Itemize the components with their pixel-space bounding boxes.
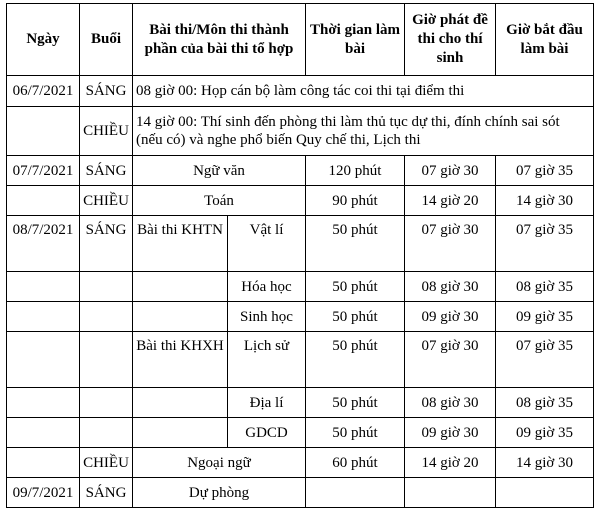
duration-cell: 120 phút bbox=[306, 156, 405, 186]
paper-time-cell: 08 giờ 30 bbox=[405, 272, 496, 302]
paper-time-cell: 07 giờ 30 bbox=[405, 332, 496, 388]
start-time-cell: 14 giờ 30 bbox=[496, 448, 594, 478]
start-time-cell: 08 giờ 35 bbox=[496, 272, 594, 302]
subject-cell: Sinh học bbox=[228, 302, 306, 332]
group-cell: Bài thi KHTN bbox=[133, 216, 228, 272]
duration-cell: 50 phút bbox=[306, 302, 405, 332]
session-cell: CHIỀU bbox=[80, 107, 133, 156]
date-cell bbox=[7, 107, 80, 156]
date-cell bbox=[7, 272, 80, 302]
date-cell: 07/7/2021 bbox=[7, 156, 80, 186]
duration-cell: 50 phút bbox=[306, 272, 405, 302]
date-cell bbox=[7, 388, 80, 418]
start-time-cell: 09 giờ 35 bbox=[496, 302, 594, 332]
paper-time-cell: 09 giờ 30 bbox=[405, 418, 496, 448]
header-subject: Bài thi/Môn thi thành phần của bài thi tổ hợp bbox=[133, 4, 306, 76]
subject-cell: Ngữ văn bbox=[133, 156, 306, 186]
start-time-cell: 07 giờ 35 bbox=[496, 156, 594, 186]
start-time-cell: 07 giờ 35 bbox=[496, 332, 594, 388]
table-row bbox=[7, 186, 594, 216]
session-cell bbox=[80, 302, 133, 332]
exam-schedule-table bbox=[6, 3, 594, 508]
session-cell: SÁNG bbox=[80, 478, 133, 508]
table-row bbox=[7, 156, 594, 186]
header-paper-time: Giờ phát đề thi cho thí sinh bbox=[405, 4, 496, 76]
duration-cell: 90 phút bbox=[306, 186, 405, 216]
paper-time-cell: 14 giờ 20 bbox=[405, 186, 496, 216]
table-row bbox=[7, 478, 594, 508]
header-row bbox=[7, 4, 594, 76]
subject-cell: Toán bbox=[133, 186, 306, 216]
date-cell bbox=[7, 418, 80, 448]
subject-cell: Địa lí bbox=[228, 388, 306, 418]
header-duration: Thời gian làm bài bbox=[306, 4, 405, 76]
subject-cell: Vật lí bbox=[228, 216, 306, 272]
session-cell: SÁNG bbox=[80, 216, 133, 272]
group-cell bbox=[133, 272, 228, 302]
paper-time-cell: 07 giờ 30 bbox=[405, 216, 496, 272]
session-cell bbox=[80, 418, 133, 448]
subject-cell: Ngoại ngữ bbox=[133, 448, 306, 478]
note-cell: 14 giờ 00: Thí sinh đến phòng thi làm thủ tục dự thi, đính chính sai sót (nếu có) và nghe phổ biến Quy chế thi, Lịch thi bbox=[133, 107, 594, 156]
group-cell bbox=[133, 302, 228, 332]
date-cell bbox=[7, 302, 80, 332]
session-cell: CHIỀU bbox=[80, 186, 133, 216]
duration-cell: 50 phút bbox=[306, 418, 405, 448]
table-row bbox=[7, 76, 594, 107]
session-cell: CHIỀU bbox=[80, 448, 133, 478]
header-date: Ngày bbox=[7, 4, 80, 76]
paper-time-cell: 08 giờ 30 bbox=[405, 388, 496, 418]
session-cell: SÁNG bbox=[80, 156, 133, 186]
session-cell bbox=[80, 332, 133, 388]
table-row bbox=[7, 107, 594, 156]
table-row bbox=[7, 448, 594, 478]
table-row bbox=[7, 388, 594, 418]
group-cell: Bài thi KHXH bbox=[133, 332, 228, 388]
header-session: Buổi bbox=[80, 4, 133, 76]
exam-schedule bbox=[6, 3, 594, 508]
table-row bbox=[7, 272, 594, 302]
duration-cell: 50 phút bbox=[306, 216, 405, 272]
subject-cell: Hóa học bbox=[228, 272, 306, 302]
start-time-cell: 09 giờ 35 bbox=[496, 418, 594, 448]
start-time-cell: 07 giờ 35 bbox=[496, 216, 594, 272]
group-cell bbox=[133, 388, 228, 418]
subject-cell: GDCD bbox=[228, 418, 306, 448]
date-cell: 09/7/2021 bbox=[7, 478, 80, 508]
start-time-cell: 08 giờ 35 bbox=[496, 388, 594, 418]
table-row bbox=[7, 302, 594, 332]
start-time-cell bbox=[496, 478, 594, 508]
date-cell bbox=[7, 332, 80, 388]
duration-cell: 60 phút bbox=[306, 448, 405, 478]
paper-time-cell: 09 giờ 30 bbox=[405, 302, 496, 332]
duration-cell: 50 phút bbox=[306, 388, 405, 418]
session-cell bbox=[80, 388, 133, 418]
duration-cell bbox=[306, 478, 405, 508]
table-row bbox=[7, 418, 594, 448]
subject-cell: Dự phòng bbox=[133, 478, 306, 508]
paper-time-cell bbox=[405, 478, 496, 508]
date-cell bbox=[7, 448, 80, 478]
session-cell bbox=[80, 272, 133, 302]
table-row bbox=[7, 216, 594, 272]
start-time-cell: 14 giờ 30 bbox=[496, 186, 594, 216]
duration-cell: 50 phút bbox=[306, 332, 405, 388]
group-cell bbox=[133, 418, 228, 448]
date-cell: 08/7/2021 bbox=[7, 216, 80, 272]
session-cell: SÁNG bbox=[80, 76, 133, 107]
note-cell: 08 giờ 00: Họp cán bộ làm công tác coi thi tại điểm thi bbox=[133, 76, 594, 107]
paper-time-cell: 07 giờ 30 bbox=[405, 156, 496, 186]
table-row bbox=[7, 332, 594, 388]
subject-cell: Lịch sử bbox=[228, 332, 306, 388]
date-cell: 06/7/2021 bbox=[7, 76, 80, 107]
header-start-time: Giờ bắt đầu làm bài bbox=[496, 4, 594, 76]
date-cell bbox=[7, 186, 80, 216]
paper-time-cell: 14 giờ 20 bbox=[405, 448, 496, 478]
